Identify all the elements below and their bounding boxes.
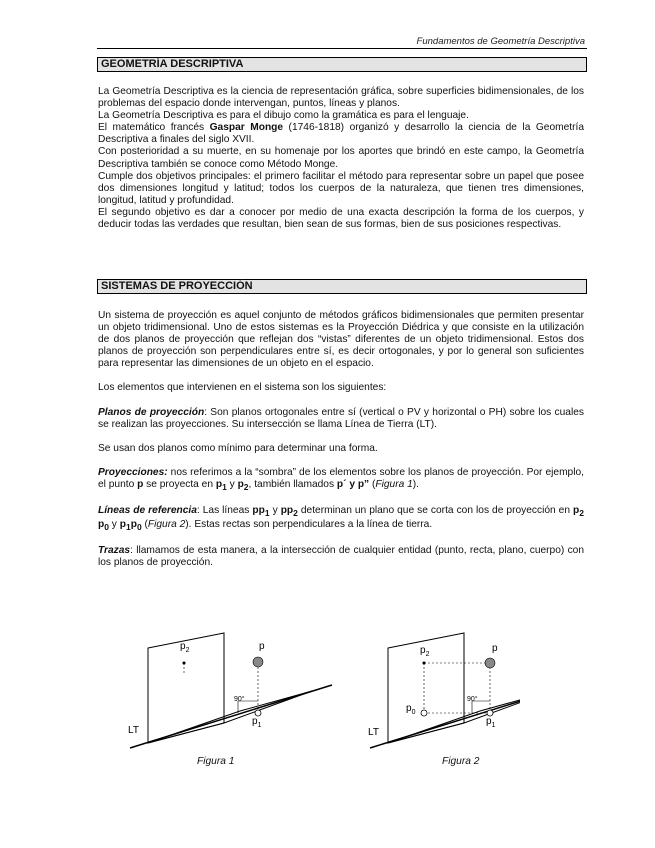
header-rule — [97, 48, 587, 49]
section-heading-sistemas: SISTEMAS DE PROYECCIÓN — [97, 279, 587, 294]
monge-name: Gaspar Monge — [209, 122, 284, 134]
label-p1: $p_1$ — [252, 716, 262, 729]
figure-2 — [368, 633, 520, 748]
paragraph: La Geometría Descriptiva es la ciencia de representación gráfica, sobre superficies bidimensionales, de los problemas del espacio donde intervengan, puntos, líneas y planos. — [98, 86, 584, 110]
ground-line — [370, 685, 520, 748]
paragraph: La Geometría Descriptiva es para el dibujo como la gramática es para el lenguaje. — [98, 110, 469, 122]
figures-illustration — [100, 615, 520, 755]
section-heading-geometria: GEOMETRÍA DESCRIPTIVA — [97, 57, 587, 72]
point-p0 — [421, 710, 427, 716]
figure-1 — [128, 633, 332, 748]
label-p0: $p_0$ — [406, 703, 416, 716]
section2-body — [98, 310, 584, 570]
paragraph: Planos de proyección: Son planos ortogonales entre sí (vertical o PV y horizontal o PH) sobre los cuales se realizan las proyecciones. Su intersección se llama Línea de Tierra (LT). — [98, 406, 584, 430]
ground-line — [130, 685, 332, 748]
paragraph: Un sistema de proyección es aquel conjunto de métodos gráficos bidimensionales que permiten presentar un objeto tridimensional. Uno de estos sistemas es la Proyección Diédrica y que consiste en la utilización de dos planos de proyección que reflejan dos “vistas” diferentes de un objeto tridimensional. Estos dos planos de proyección son perpendiculares entre sí, es decir ortogonales, y por lo general son suficientes para representar las dimensiones de un objeto en el espacio. — [98, 310, 584, 370]
term: Proyecciones: — [98, 466, 168, 478]
label-angle: 90° — [467, 696, 478, 703]
paragraph: El matemático francés Gaspar Monge (1746-1818) organizó y desarrollo la ciencia de la Geometría Descriptiva a finales del siglo XVII. — [98, 122, 584, 146]
paragraph: Con posterioridad a su muerte, en su homenaje por los aportes que brindó en este campo, la Geometría Descriptiva también se conoce como Método Monge. — [98, 146, 584, 170]
paragraph: Se usan dos planos como mínimo para determinar una forma. — [98, 442, 378, 454]
term: Planos de proyección — [98, 406, 205, 418]
paragraph: Líneas de referencia: Las líneas $pp_1$ y $pp_2$ determinan un plano que se corta con los de proyección en $p_2$ $p_0$ y $p_1p_0$ (Figura 2). Estas rectas son perpendiculares a la línea de tierra. — [98, 505, 584, 533]
label-p2: $p_2$ — [180, 641, 190, 654]
label-p2: $p_2$ — [420, 645, 430, 658]
label-lt: LT — [128, 725, 139, 736]
label-p1: $p_1$ — [486, 716, 496, 729]
point-p2 — [183, 662, 186, 665]
paragraph: Proyecciones: nos referimos a la “sombra” de los elementos sobre los planos de proyección. Por ejemplo, el punto p se proyecta en $p_1$ y $p_2$, también llamados p´ y p” (Figura 1). — [98, 466, 584, 492]
horizontal-plane — [388, 691, 520, 743]
term: Trazas — [98, 545, 131, 557]
running-header: Fundamentos de Geometría Descriptiva — [416, 36, 585, 47]
term: Líneas de referencia — [98, 505, 197, 517]
point-p2 — [423, 662, 426, 665]
paragraph: Los elementos que intervienen en el sistema son los siguientes: — [98, 382, 387, 394]
paragraph: Cumple dos objetivos principales: el primero facilitar el método para representar sobre un papel que posee dos dimensiones longitud y latitud; todos los cuerpos de la naturaleza, que tienen tres dimensiones, longitud, latitud y profundidad. — [98, 170, 584, 206]
caption-figure-1: Figura 1 — [197, 756, 235, 767]
label-p: p — [492, 643, 498, 654]
caption-figure-2: Figura 2 — [442, 756, 480, 767]
label-lt: LT — [368, 727, 379, 738]
label-angle: 90° — [234, 696, 245, 703]
paragraph: Trazas: llamamos de esta manera, a la intersección de cualquier entidad (punto, recta, plano, cuerpo) con los planos de proyección. — [98, 545, 584, 569]
paragraph: El segundo objetivo es dar a conocer por medio de una exacta descripción la forma de los cuerpos, y deducir todas las verdades que resultan, bien sean de sus formas, bien de sus posiciones respectivas. — [98, 206, 584, 231]
point-p — [485, 658, 495, 668]
point-p — [253, 657, 263, 667]
label-p: p — [259, 641, 265, 652]
section1-body — [98, 86, 584, 231]
